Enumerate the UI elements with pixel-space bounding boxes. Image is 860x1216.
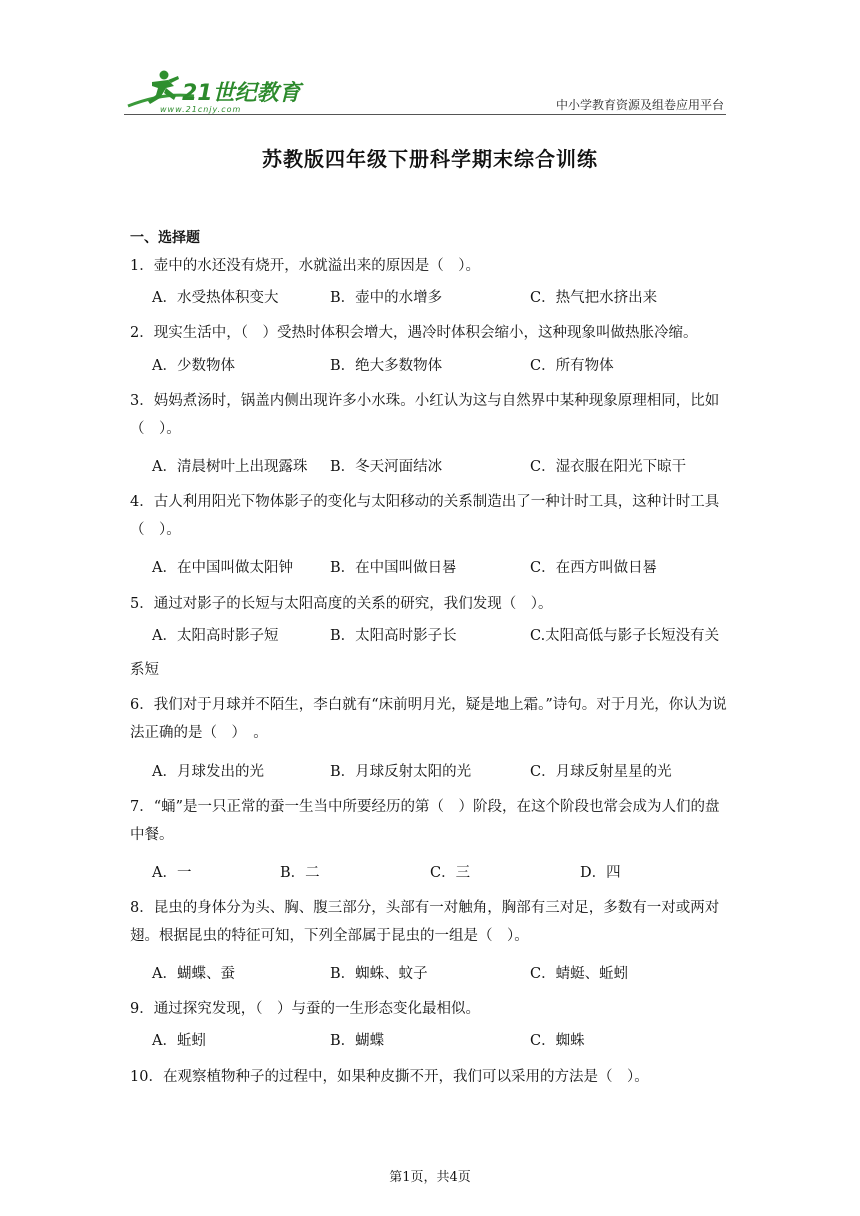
question-1-option-b: B．壶中的水增多: [330, 290, 443, 306]
header-platform-text: 中小学教育资源及组卷应用平台: [555, 98, 724, 112]
question-6-option-a: A．月球发出的光: [152, 764, 264, 780]
question-3-option-b: B．冬天河面结冰: [330, 459, 443, 475]
question-1-option-a: A．水受热体积变大: [152, 290, 279, 306]
question-4-stem: 4．古人利用阳光下物体影子的变化与太阳移动的关系制造出了一种计时工具，这种计时工具（ ）。: [130, 494, 720, 538]
question-8-stem: 8．昆虫的身体分为头、胸、腹三部分，头部有一对触角，胸部有三对足，多数有一对或两对翅。根据昆虫的特征可知，下列全部属于昆虫的一组是（ ）。: [130, 900, 720, 944]
question-6-option-c: C．月球反射星星的光: [530, 764, 672, 780]
header-divider: [124, 114, 726, 115]
question-2-option-c: C．所有物体: [530, 358, 614, 374]
question-4-option-a: A．在中国叫做太阳钟: [152, 560, 293, 576]
question-3-option-a: A．清晨树叶上出现露珠: [152, 459, 308, 475]
question-7-option-b: B．二: [280, 865, 320, 881]
question-8-option-b: B．蜘蛛、蚊子: [330, 966, 428, 982]
question-5-option-a: A．太阳高时影子短: [152, 628, 279, 644]
svg-text:www.21cnjy.com: www.21cnjy.com: [160, 105, 242, 114]
question-9-option-b: B．蝴蝶: [330, 1033, 385, 1049]
page-header: [124, 66, 726, 116]
question-5-stem: 5．通过对影子的长短与太阳高度的关系的研究，我们发现（ ）。: [130, 596, 553, 612]
question-2-option-b: B．绝大多数物体: [330, 358, 443, 374]
question-9-option-c: C．蜘蛛: [530, 1033, 585, 1049]
question-6-option-b: B．月球反射太阳的光: [330, 764, 472, 780]
question-7-stem: 7．“蛹”是一只正常的蚕一生当中所要经历的第（ ）阶段，在这个阶段也常会成为人们的盘中餐。: [130, 799, 720, 843]
question-7-option-a: A．一: [152, 865, 192, 881]
document-title: 苏教版四年级下册科学期末综合训练: [262, 147, 598, 171]
question-3-option-c: C．湿衣服在阳光下晾干: [530, 459, 687, 475]
section-heading: 一、选择题: [130, 230, 200, 246]
question-3-stem: 3．妈妈煮汤时，锅盖内侧出现许多小水珠。小红认为这与自然界中某种现象原理相同，比如（ ）。: [130, 393, 720, 437]
question-1-stem: 1．壶中的水还没有烧开，水就溢出来的原因是（ ）。: [130, 258, 480, 274]
question-8-option-c: C．蜻蜓、蚯蚓: [530, 966, 629, 982]
question-9-option-a: A．蚯蚓: [152, 1033, 206, 1049]
question-4-option-c: C．在西方叫做日晷: [530, 560, 658, 576]
question-4-option-b: B．在中国叫做日晷: [330, 560, 457, 576]
question-7-option-c: C．三: [430, 865, 471, 881]
question-9-stem: 9．通过探究发现，（ ）与蚕的一生形态变化最相似。: [130, 1001, 480, 1017]
question-5-option-c: C.太阳高低与影子长短没有关系短: [130, 628, 720, 678]
svg-text:21世纪教育: 21世纪教育: [182, 81, 301, 106]
question-2-option-a: A．少数物体: [152, 358, 235, 374]
question-2-stem: 2．现实生活中，（ ）受热时体积会增大，遇冷时体积会缩小，这种现象叫做热胀冷缩。: [130, 325, 698, 341]
question-5-option-b: B．太阳高时影子长: [330, 628, 457, 644]
runner-logo-icon: [124, 66, 324, 116]
page-number-footer: 第1页，共4页: [389, 1170, 471, 1185]
question-7-option-d: D．四: [580, 865, 621, 881]
question-8-option-a: A．蝴蝶、蚕: [152, 966, 235, 982]
question-1-option-c: C．热气把水挤出来: [530, 290, 658, 306]
question-10-stem: 10．在观察植物种子的过程中，如果种皮撕不开，我们可以采用的方法是（ ）。: [130, 1069, 649, 1085]
site-logo: [124, 66, 324, 116]
question-6-stem: 6．我们对于月球并不陌生，李白就有“床前明月光，疑是地上霜。”诗句。对于月光，你认为说法正确的是（ ） 。: [130, 697, 727, 741]
